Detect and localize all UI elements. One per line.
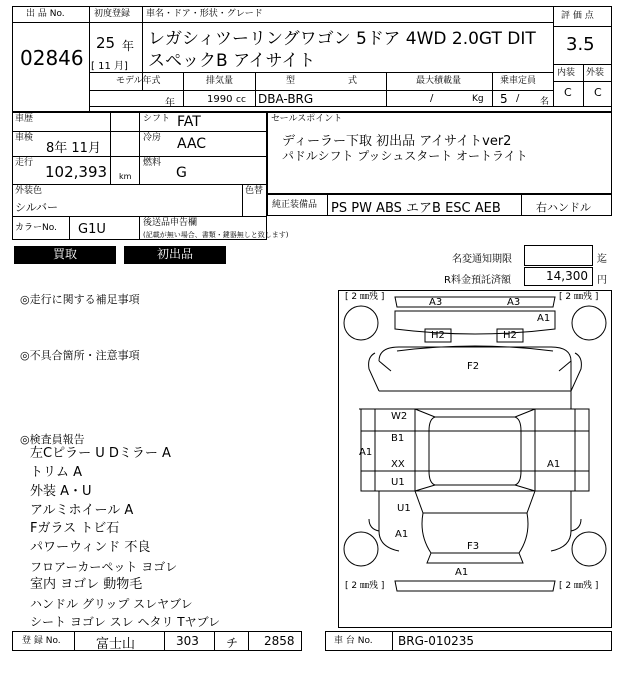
damage-mark: A1 (395, 529, 409, 540)
damage-mark: XX (391, 459, 405, 470)
model-year-unit: 年 (165, 98, 175, 109)
registration-label: 登 録 No. (22, 636, 61, 646)
damage-mark: H2 (503, 330, 517, 341)
overall-score: 3.5 (566, 34, 595, 55)
mileage-label: 走行 (15, 158, 34, 168)
report-line: アルミホイール A (30, 503, 134, 518)
recycle-label: R料金預託済額 (444, 275, 511, 286)
damage-mark: A1 (547, 459, 561, 470)
sales-point-label: セールスポイント (271, 114, 343, 124)
tire-tread-rl: [ 2 ㎜残 ] (345, 581, 385, 591)
recycle-unit: 円 (597, 275, 607, 286)
shift-label: シフト (143, 114, 171, 124)
damage-mark: F2 (467, 361, 480, 372)
car-name-line1: レガシィツーリングワゴン 5ドア 4WD 2.0GT DIT (148, 29, 536, 49)
tire-tread-rr: [ 2 ㎜残 ] (559, 581, 599, 591)
max-load-label: 最大積載量 (416, 76, 462, 86)
lot-number: 02846 (20, 46, 84, 70)
ac-value: AAC (177, 136, 207, 152)
interior-label: 内装 (557, 68, 576, 78)
car-outline (339, 291, 611, 627)
capacity: 5 (500, 92, 508, 106)
equipment-label: 純正装備品 (272, 200, 318, 210)
damage-mark: H2 (431, 330, 445, 341)
exterior-label: 外装 (586, 68, 605, 78)
capacity-label: 乗車定員 (500, 76, 537, 86)
damage-mark: U1 (391, 477, 405, 488)
score-label: 評 価 点 (561, 11, 594, 21)
damage-mark: A1 (359, 447, 373, 458)
front-right-wheel (572, 306, 606, 340)
driving-notes-label: ◎走行に関する補足事項 (20, 293, 140, 306)
handle-side: 右ハンドル (536, 201, 591, 214)
report-line: フロアーカーペット ヨゴレ (30, 560, 178, 574)
mileage-unit: km (119, 172, 132, 181)
change-deadline-label: 名変通知期限 (452, 254, 512, 265)
after-docs-note: (記載が無い場合、書類・鍵器無しと致します) (143, 231, 289, 239)
buy-badge: 買取 (14, 246, 116, 264)
model-code: DBA-BRG (258, 92, 314, 106)
car-diagram-frame (338, 290, 612, 628)
registration-number: 2858 (264, 634, 295, 648)
first-reg-label: 初度登録 (94, 9, 131, 19)
capacity-unit: 名 (540, 97, 550, 107)
ac-label: 冷房 (143, 133, 162, 143)
registration-kana: チ (226, 636, 239, 650)
color-no-value: G1U (78, 222, 106, 237)
max-load-unit: Kg (472, 94, 484, 104)
fuel-value: G (176, 165, 187, 181)
report-line: トリム A (30, 465, 83, 480)
history-label: 車歴 (15, 114, 34, 124)
model-year-label: モデル年式 (116, 76, 161, 86)
change-deadline-box (524, 245, 593, 266)
report-line: 室内 ヨゴレ 動物毛 (30, 577, 143, 592)
color-no-label: カラーNo. (15, 223, 57, 233)
inspection-label: 車検 (15, 133, 34, 143)
registration-area: 富士山 (96, 637, 136, 652)
inspector-report-label: ◎検査員報告 (20, 433, 85, 446)
report-line: 外装 A・U (30, 484, 92, 499)
damage-mark: F3 (467, 541, 480, 552)
inspection-value: 8年 11月 (46, 141, 101, 156)
interior-grade: C (564, 86, 572, 99)
change-deadline-unit: 迄 (597, 254, 607, 265)
equipment-items: PS PW ABS エアB ESC AEB (331, 201, 501, 216)
damage-mark: A1 (455, 567, 469, 578)
registration-class: 303 (176, 634, 199, 648)
chassis-label: 車 台 No. (334, 636, 373, 646)
first-reg-month: [ 11 月] (91, 61, 128, 72)
sales-point-line2: パドルシフト プッシュスタート オートライト (282, 149, 528, 163)
defect-notes-label: ◎不具合箇所・注意事項 (20, 349, 140, 362)
damage-mark: U1 (397, 503, 411, 514)
car-label: 車名・ドア・形状・グレード (146, 9, 263, 19)
after-docs-label: 後送品申告欄 (143, 218, 198, 228)
damage-mark: A1 (537, 313, 551, 324)
rear-left-wheel (344, 532, 378, 566)
fuel-label: 燃料 (143, 158, 162, 168)
damage-mark: W2 (391, 411, 408, 422)
recolor-label: 色替 (245, 186, 264, 196)
capacity-slash: / (516, 93, 520, 104)
type-label: 型 (286, 76, 296, 86)
tire-tread-fl: [ 2 ㎜残 ] (345, 292, 385, 302)
car-name-line2: スペックB アイサイト (148, 51, 316, 71)
ext-color-label: 外装色 (15, 186, 43, 196)
report-line: Fガラス トビ石 (30, 521, 120, 536)
sales-point-line1: ディーラー下取 初出品 アイサイトver2 (282, 134, 512, 149)
report-line: パワーウィンド 不良 (30, 540, 151, 555)
recycle-value: 14,300 (546, 269, 588, 283)
mileage-value: 102,393 (45, 163, 108, 181)
damage-mark: A3 (507, 297, 521, 308)
damage-mark: A3 (429, 297, 443, 308)
shift-value: FAT (177, 114, 201, 130)
report-line: シート ヨゴレ スレ ヘタリ Tヤブレ (30, 615, 221, 629)
max-load-slash: / (430, 93, 434, 104)
lot-label: 出 品 No. (26, 9, 65, 19)
tire-tread-fr: [ 2 ㎜残 ] (559, 292, 599, 302)
report-line: 左Cピラー U Dミラー A (30, 446, 171, 461)
displacement-label: 排気量 (206, 76, 234, 86)
first-listing-badge: 初出品 (124, 246, 226, 264)
damage-mark: B1 (391, 433, 405, 444)
first-reg-year: 25 (96, 34, 116, 52)
report-line: ハンドル グリップ スレヤブレ (30, 597, 193, 611)
exterior-grade: C (594, 86, 602, 99)
front-left-wheel (344, 306, 378, 340)
type-label-2: 式 (348, 76, 358, 86)
rear-right-wheel (572, 532, 606, 566)
ext-color-value: シルバー (15, 201, 58, 214)
chassis-number: BRG-010235 (398, 634, 475, 648)
first-reg-year-unit: 年 (122, 39, 135, 53)
displacement-unit: cc (236, 95, 246, 105)
displacement: 1990 (207, 94, 233, 105)
